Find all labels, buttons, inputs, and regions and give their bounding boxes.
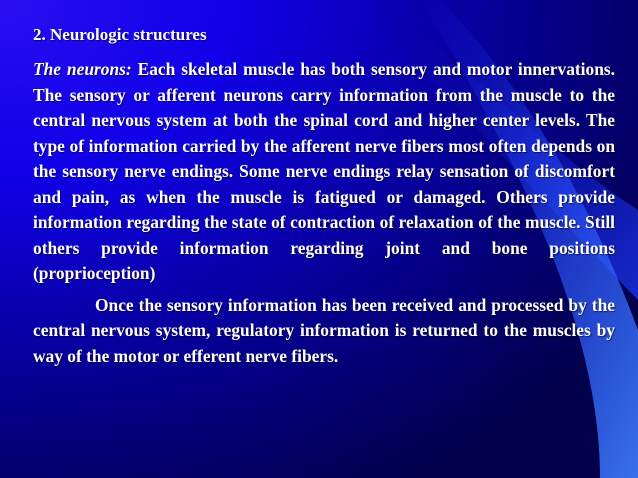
- slide-heading: 2. Neurologic structures: [33, 25, 207, 44]
- paragraph-neurons-body: Each skeletal muscle has both sensory and motor innervations. The sensory or afferent neurons carry information from the muscle to the central nervous system at both the spinal cord and higher center levels. The type of information carried by the afferent nerve fibers most often depends on the sensory nerve endings. Some nerve endings relay sensation of discomfort and pain, as when the muscle is fatigued or damaged. Others provide information regarding the state of contraction of relaxation of the muscle. Still others provide information regarding joint and bone positions (proprioception): [33, 59, 615, 283]
- paragraph-neurons: [33, 57, 615, 287]
- lead-term: The neurons:: [33, 59, 132, 79]
- slide-content: [33, 18, 615, 369]
- paragraph-regulatory: Once the sensory information has been received and processed by the central nervous system, regulatory information is returned to the muscles by way of the motor or efferent nerve fibers.: [33, 294, 615, 366]
